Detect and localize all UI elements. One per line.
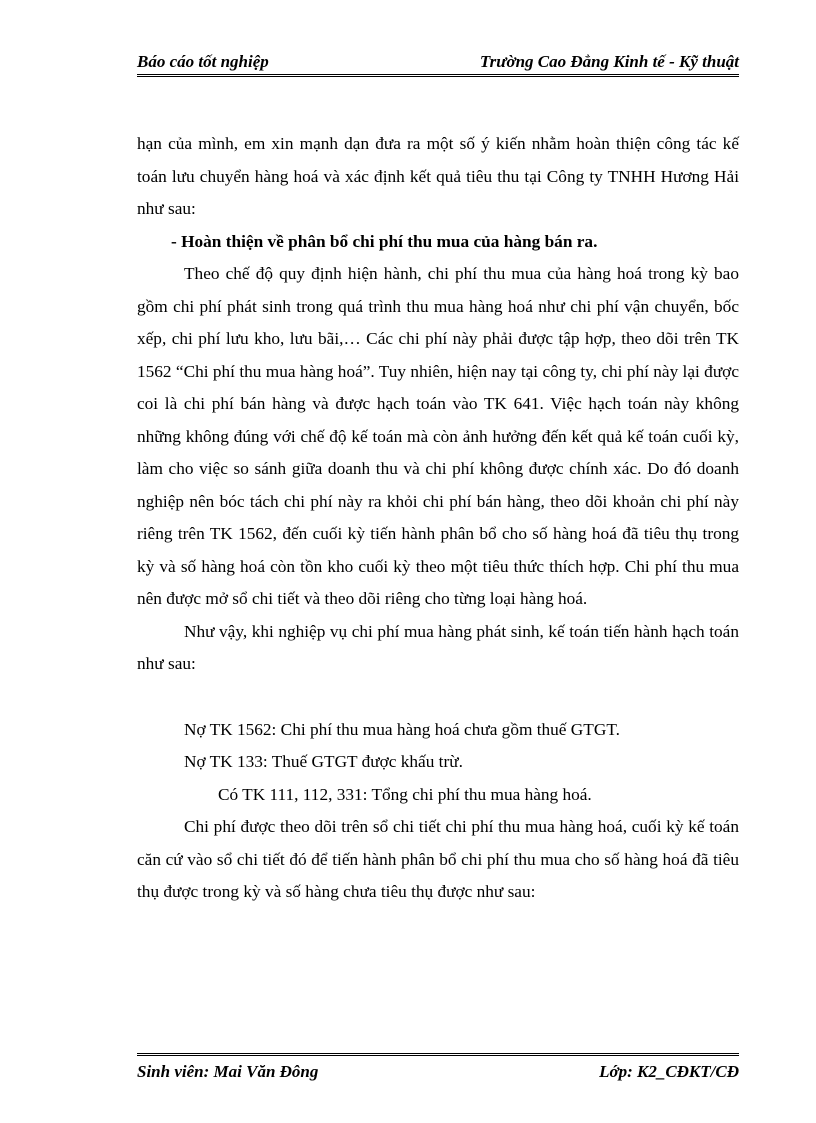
paragraph-accounting-intro: Như vậy, khi nghiệp vụ chi phí mua hàng phát sinh, kế toán tiến hành hạch toán như sau: <box>137 621 739 673</box>
report-title: Báo cáo tốt nghiệp <box>137 52 269 71</box>
journal-entry-debit-1562: Nợ TK 1562: Chi phí thu mua hàng hoá chưa gồm thuế GTGT. <box>184 719 620 739</box>
paragraph-intro: hạn của mình, em xin mạnh dạn đưa ra một số ý kiến nhằm hoàn thiện công tác kế toán lưu chuyển hàng hoá và xác định kết quả tiêu thu tại Công ty TNHH Hương Hải như sau: <box>137 134 739 218</box>
school-name: Trường Cao Đẳng Kinh tế - Kỹ thuật <box>479 52 739 71</box>
paragraph-allocation: Chi phí được theo dõi trên sổ chi tiết chi phí thu mua hàng hoá, cuối kỳ kế toán căn cứ vào sổ chi tiết đó để tiến hành phân bổ chi phí thu mua cho số hàng hoá đã tiêu thụ được trong kỳ và số hàng chưa tiêu thụ được như sau: <box>137 817 739 901</box>
page-header <box>137 48 739 77</box>
document-body <box>137 128 739 909</box>
section-heading: - Hoàn thiện về phân bổ chi phí thu mua của hàng bán ra. <box>171 231 598 251</box>
page-footer <box>137 1053 739 1084</box>
student-name: Sinh viên: Mai Văn Đông <box>137 1062 319 1081</box>
paragraph-regulation: Theo chế độ quy định hiện hành, chi phí thu mua của hàng hoá trong kỳ bao gồm chi phí phát sinh trong quá trình thu mua hàng hoá như chi phí vận chuyển, bốc xếp, chi phí lưu kho, lưu bãi,… Các chi phí này phải được tập hợp, theo dõi trên TK 1562 “Chi phí thu mua hàng hoá”. Tuy nhiên, hiện nay tại công ty, chi phí này lại được coi là chi phí bán hàng và được hạch toán vào TK 641. Việc hạch toán này không những không đúng với chế độ kế toán mà còn ảnh hưởng đến kết quả kế toán cuối kỳ, làm cho việc so sánh giữa doanh thu và chi phí không được chính xác. Do đó doanh nghiệp nên bóc tách chi phí này ra khỏi chi phí bán hàng, theo dõi khoản chi phí này riêng trên TK 1562, đến cuối kỳ tiến hành phân bổ cho số hàng hoá đã tiêu thụ trong kỳ và số hàng hoá còn tồn kho cuối kỳ theo một tiêu thức thích hợp. Chi phí thu mua nên được mở sổ chi tiết và theo dõi riêng cho từng loại hàng hoá. <box>137 264 739 608</box>
journal-entry-credit: Có TK 111, 112, 331: Tổng chi phí thu mua hàng hoá. <box>218 784 592 804</box>
class-code: Lớp: K2_CĐKT/CĐ <box>599 1062 739 1081</box>
journal-entry-debit-133: Nợ TK 133: Thuế GTGT được khấu trừ. <box>184 752 463 771</box>
spacer <box>137 681 739 714</box>
